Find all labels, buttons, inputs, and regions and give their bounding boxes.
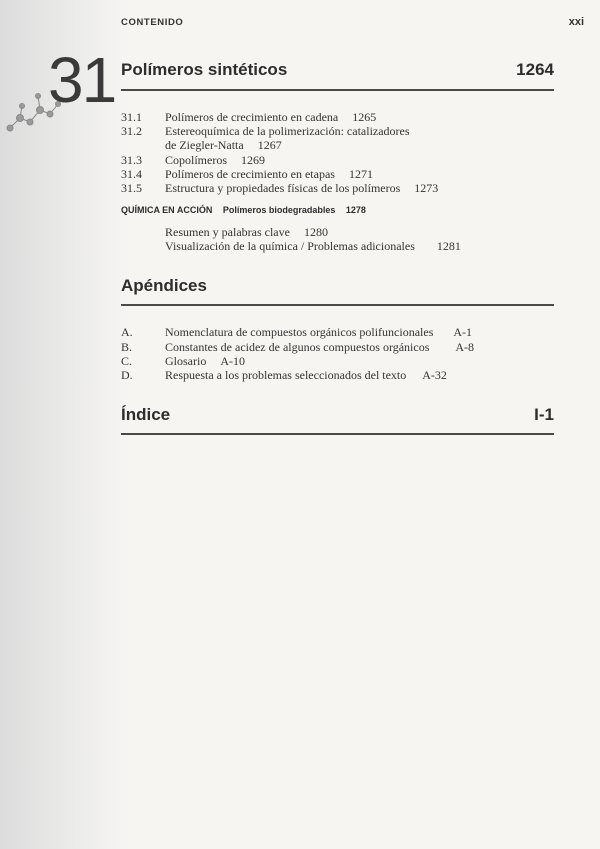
feature-title: Polímeros biodegradables bbox=[222, 205, 336, 215]
toc-extra bbox=[165, 225, 328, 240]
section-page: 1273 bbox=[414, 181, 439, 195]
section-title: Polímeros de crecimiento en cadena bbox=[165, 110, 339, 124]
extra-page: 1281 bbox=[436, 239, 461, 253]
section-page: 1265 bbox=[352, 110, 377, 124]
appendix-page: A-32 bbox=[422, 368, 447, 382]
section-page: 1269 bbox=[241, 153, 265, 167]
page-number: xxi bbox=[568, 16, 584, 28]
section-number: 31.1 bbox=[121, 110, 142, 124]
toc-extra bbox=[165, 239, 461, 254]
index-page: I-1 bbox=[534, 405, 554, 424]
extra-page: 1280 bbox=[303, 225, 328, 239]
extra-title: Resumen y palabras clave bbox=[165, 225, 290, 239]
appendix-title: Nomenclatura de compuestos orgánicos polifuncionales bbox=[165, 325, 434, 339]
appendix-letter: A. bbox=[121, 325, 133, 339]
appendix-letter: D. bbox=[121, 368, 133, 382]
chapter-number: 31 bbox=[48, 44, 116, 116]
divider bbox=[121, 89, 554, 91]
chapter-page: 1264 bbox=[516, 60, 554, 79]
feature-box-entry bbox=[121, 205, 374, 215]
section-number: 31.2 bbox=[121, 124, 142, 138]
running-header: CONTENIDO bbox=[121, 17, 184, 28]
section-title: Estructura y propiedades físicas de los polímeros bbox=[165, 181, 401, 195]
feature-page: 1278 bbox=[345, 205, 366, 215]
section-title-cont: de Ziegler-Natta bbox=[165, 138, 244, 152]
section-title: Estereoquímica de la polimerización: catalizadores bbox=[165, 124, 410, 138]
section-number: 31.4 bbox=[121, 167, 142, 181]
index-title: Índice bbox=[121, 405, 171, 424]
section-title: Polímeros de crecimiento en etapas bbox=[165, 167, 335, 181]
appendices-title: Apéndices bbox=[121, 276, 207, 295]
appendix-title: Glosario bbox=[165, 354, 207, 368]
chapter-title: Polímeros sintéticos bbox=[121, 60, 288, 79]
section-page: 1267 bbox=[257, 138, 282, 152]
divider bbox=[121, 304, 554, 306]
divider bbox=[121, 433, 554, 435]
appendix-letter: C. bbox=[121, 354, 133, 368]
extra-title: Visualización de la química / Problemas adicionales bbox=[165, 239, 415, 253]
appendix-title: Respuesta a los problemas seleccionados del texto bbox=[165, 368, 407, 382]
feature-label: QUÍMICA EN ACCIÓN bbox=[121, 205, 213, 215]
section-number: 31.3 bbox=[121, 153, 142, 167]
appendix-title: Constantes de acidez de algunos compuestos orgánicos bbox=[165, 340, 430, 354]
appendix-page: A-8 bbox=[455, 340, 475, 354]
appendix-page: A-1 bbox=[453, 325, 473, 339]
appendix-letter: B. bbox=[121, 340, 133, 354]
section-page: 1271 bbox=[348, 167, 373, 181]
appendix-page: A-10 bbox=[220, 354, 245, 368]
section-number: 31.5 bbox=[121, 181, 142, 195]
section-title: Copolímeros bbox=[165, 153, 227, 167]
